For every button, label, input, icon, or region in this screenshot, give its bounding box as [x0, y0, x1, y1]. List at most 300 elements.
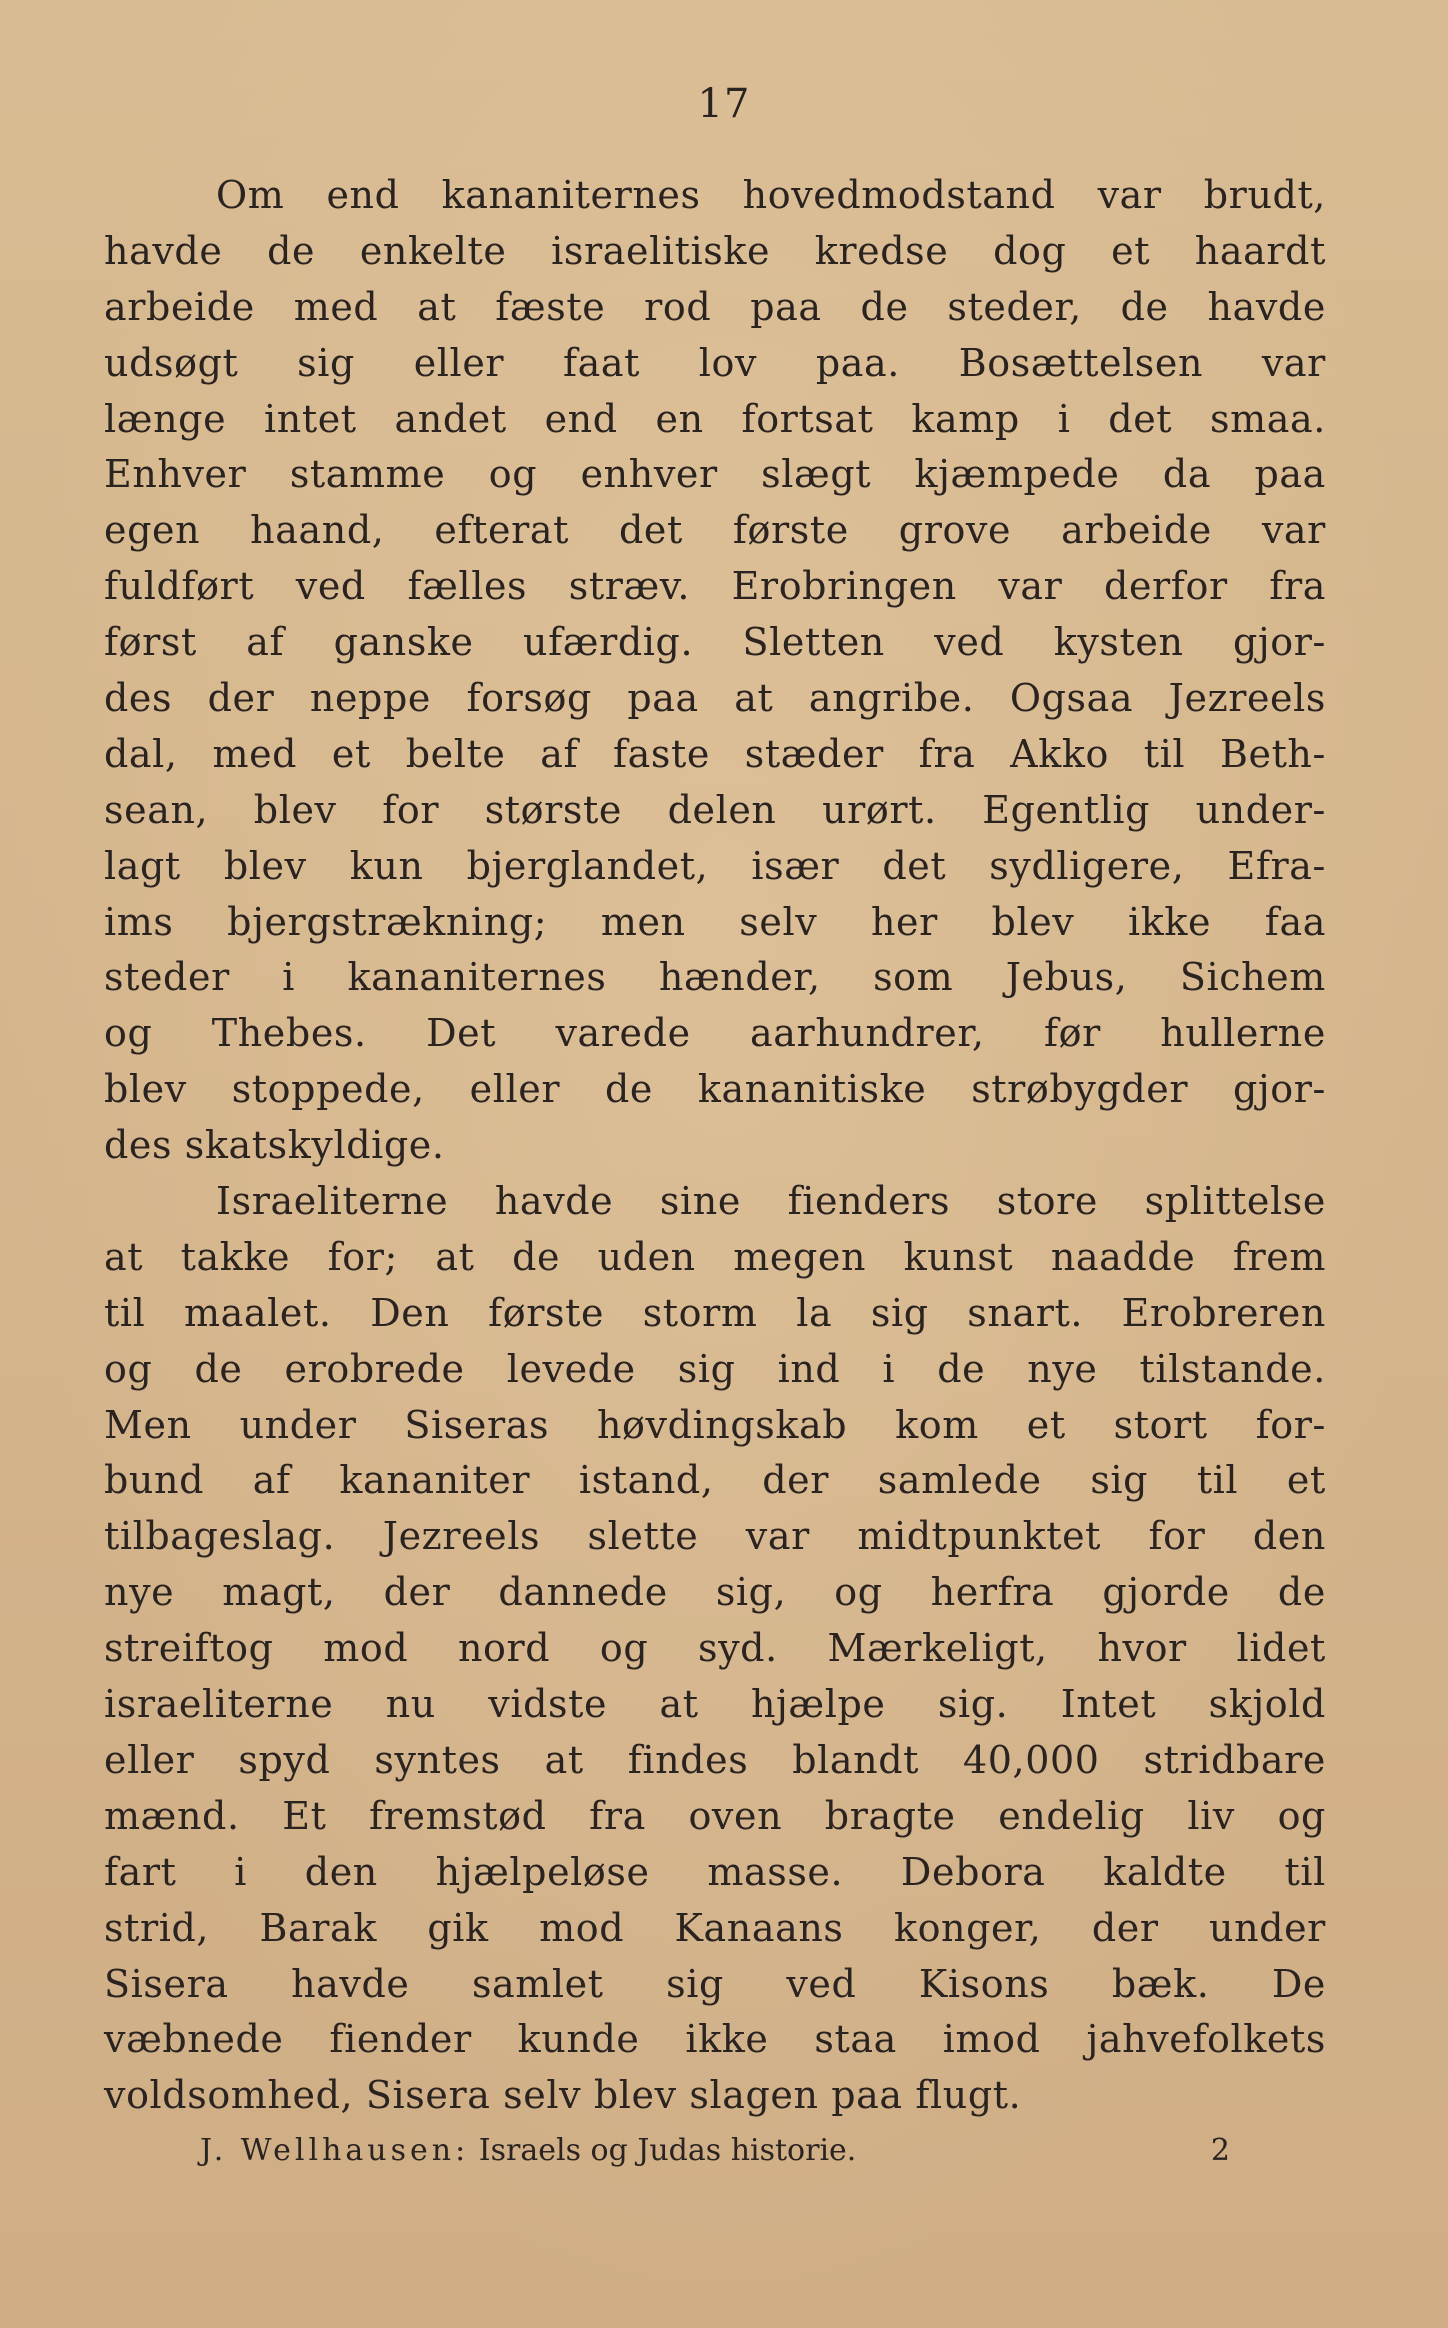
word: stamme — [289, 452, 446, 497]
word: stoppede, — [231, 1067, 425, 1112]
word: fiender — [329, 2017, 472, 2062]
word: sig — [666, 1961, 724, 2006]
word: skjold — [1208, 1682, 1326, 1727]
word: sig — [297, 340, 355, 385]
word: enkelte — [359, 228, 507, 273]
word: Den — [370, 1290, 450, 1335]
text-line — [104, 839, 1326, 895]
word: Israeliterne — [216, 1179, 449, 1224]
word: rod — [644, 284, 712, 329]
word: paa — [627, 676, 699, 721]
word: fart — [104, 1849, 177, 1894]
page-footer — [200, 2128, 1230, 2174]
word: ved — [295, 564, 366, 609]
text-line-content: des skatskyldige. — [104, 1123, 445, 1168]
word: dannede — [498, 1570, 668, 1615]
text-line — [104, 1509, 1326, 1565]
word: med — [293, 284, 379, 329]
text-line — [104, 1398, 1326, 1454]
word: fortsat — [741, 396, 874, 441]
word: kaldte — [1103, 1849, 1227, 1894]
text-line — [104, 1957, 1326, 2013]
word: egen — [104, 508, 201, 553]
word: mod — [539, 1905, 625, 1950]
word: Jezreels — [382, 1514, 541, 1559]
word: selv — [739, 899, 818, 944]
text-line — [104, 1845, 1326, 1901]
text-line-content: voldsomhed, Sisera selv blev slagen paa flugt. — [104, 2073, 1022, 2118]
word: de — [267, 228, 316, 273]
text-line — [104, 895, 1326, 951]
word: ganske — [333, 620, 474, 665]
word: takke — [180, 1234, 291, 1279]
word: israelitiske — [551, 228, 771, 273]
word: stræv. — [568, 564, 691, 609]
text-line — [104, 671, 1326, 727]
text-line — [104, 280, 1326, 336]
word: syd. — [697, 1626, 778, 1671]
word: konger, — [893, 1905, 1042, 1950]
word: samlede — [877, 1458, 1042, 1503]
text-line — [104, 224, 1326, 280]
word: gjorde — [1102, 1570, 1230, 1615]
word: des — [104, 676, 173, 721]
word: med — [212, 731, 298, 776]
word: varede — [555, 1011, 691, 1056]
word: nu — [385, 1682, 436, 1727]
word: første — [488, 1290, 605, 1335]
word: gik — [427, 1905, 489, 1950]
word: end — [326, 173, 400, 217]
word: havde — [1207, 284, 1326, 329]
word: istand, — [578, 1458, 714, 1503]
word: paa. — [815, 340, 900, 385]
word: fra — [918, 731, 976, 776]
word: fra — [1269, 564, 1326, 609]
word: nye — [104, 1570, 175, 1615]
word: ikke — [1128, 899, 1212, 944]
word: lagt — [104, 843, 181, 888]
word: var — [998, 564, 1063, 609]
word: endelig — [998, 1793, 1145, 1838]
word: storm — [642, 1290, 758, 1335]
word: nye — [1027, 1346, 1098, 1391]
word: at — [734, 676, 774, 721]
word: kananitiske — [697, 1067, 927, 1112]
word: stridbare — [1143, 1737, 1326, 1782]
text-line — [104, 168, 1326, 224]
word: Efra- — [1227, 843, 1326, 888]
word: tilstande. — [1139, 1346, 1326, 1391]
word: jahvefolkets — [1086, 2017, 1326, 2062]
word: dal, — [104, 731, 178, 776]
word: var — [745, 1514, 810, 1559]
text-line — [104, 336, 1326, 392]
word: her — [870, 899, 938, 944]
word: kom — [895, 1402, 979, 1447]
word: sean, — [104, 787, 209, 832]
word: hjælpeløse — [435, 1849, 650, 1894]
text-line — [104, 447, 1326, 503]
word: Egentlig — [982, 787, 1151, 832]
text-line — [104, 559, 1326, 615]
word: at — [435, 1234, 475, 1279]
word: blev — [223, 843, 307, 888]
word: udsøgt — [104, 340, 239, 385]
word: andet — [394, 396, 507, 441]
word: bund — [104, 1458, 204, 1503]
text-line — [104, 503, 1326, 559]
word: Ogsaa — [1009, 676, 1134, 721]
word: i — [1057, 396, 1071, 441]
word: kunde — [517, 2017, 640, 2062]
word: de — [1277, 1570, 1326, 1615]
word: Kisons — [918, 1961, 1050, 2006]
word: derfor — [1104, 564, 1228, 609]
word: Men — [104, 1402, 192, 1447]
word: kysten — [1053, 620, 1184, 665]
word: lidet — [1236, 1626, 1326, 1671]
word: var — [1261, 340, 1326, 385]
word: forsøg — [466, 676, 592, 721]
word: smaa. — [1210, 396, 1326, 441]
word: under — [1209, 1905, 1326, 1950]
word: det — [882, 843, 947, 888]
word: angribe. — [808, 676, 975, 721]
word: erobrede — [284, 1346, 465, 1391]
word: syntes — [374, 1737, 501, 1782]
word: neppe — [309, 676, 431, 721]
word: naadde — [1050, 1234, 1196, 1279]
word: men — [600, 899, 686, 944]
word: imod — [942, 2017, 1041, 2062]
word: store — [996, 1179, 1099, 1224]
word: haand, — [250, 508, 385, 553]
word: kunst — [903, 1234, 1014, 1279]
word: mænd. — [104, 1793, 240, 1838]
word: kananiternes — [347, 955, 607, 1000]
text-line — [104, 2068, 1326, 2124]
text-line — [104, 1286, 1326, 1342]
word: 40,000 — [962, 1737, 1100, 1782]
signature-mark: 2 — [1210, 2133, 1230, 2168]
word: mod — [323, 1626, 409, 1671]
word: fremstød — [369, 1793, 547, 1838]
word: Sichem — [1179, 955, 1326, 1000]
word: herfra — [930, 1570, 1055, 1615]
word: i — [882, 1346, 896, 1391]
word: først — [104, 620, 197, 665]
word: under- — [1195, 787, 1326, 832]
word: urørt. — [822, 787, 937, 832]
word: at — [417, 284, 457, 329]
word: et — [1026, 1402, 1066, 1447]
word: kjæmpede — [914, 452, 1120, 497]
word: bragte — [824, 1793, 956, 1838]
word: for — [1148, 1514, 1206, 1559]
word: ikke — [685, 2017, 769, 2062]
word: de — [604, 1067, 653, 1112]
word: findes — [627, 1737, 749, 1782]
word: den — [1252, 1514, 1326, 1559]
word: la — [796, 1290, 833, 1335]
word: ind — [777, 1346, 841, 1391]
word: til — [1196, 1458, 1239, 1503]
word: det — [618, 508, 683, 553]
word: arbeide — [104, 284, 255, 329]
word: ims — [104, 899, 174, 944]
word: tilbageslag. — [104, 1514, 336, 1559]
text-line — [104, 1621, 1326, 1677]
word: spyd — [238, 1737, 331, 1782]
text-line — [104, 1118, 1326, 1174]
word: sig — [1090, 1458, 1149, 1503]
word: første — [732, 508, 849, 553]
word: Om — [216, 173, 285, 217]
word: en — [655, 396, 704, 441]
word: der — [207, 676, 275, 721]
word: ved — [934, 620, 1005, 665]
word: end — [544, 396, 618, 441]
word: der — [762, 1458, 830, 1503]
word: gjor- — [1232, 1067, 1326, 1112]
page-number: 17 — [697, 81, 751, 127]
word: slette — [587, 1514, 699, 1559]
word: at — [659, 1682, 699, 1727]
word: Kanaans — [674, 1905, 844, 1950]
word: af — [252, 1458, 291, 1503]
word: fra — [589, 1793, 646, 1838]
word: de — [194, 1346, 243, 1391]
word: til — [104, 1290, 146, 1335]
word: faa — [1264, 899, 1326, 944]
word: megen — [733, 1234, 867, 1279]
word: fæste — [495, 284, 606, 329]
word: sig — [870, 1290, 929, 1335]
text-line — [104, 1006, 1326, 1062]
word: israeliterne — [104, 1682, 334, 1727]
word: bjerglandet, — [466, 843, 709, 888]
word: som — [873, 955, 954, 1000]
word: frem — [1232, 1234, 1326, 1279]
word: et — [331, 731, 371, 776]
text-line — [104, 392, 1326, 448]
word: nord — [457, 1626, 551, 1671]
word: var — [1097, 173, 1162, 217]
word: kredse — [814, 228, 949, 273]
word: Et — [282, 1793, 327, 1838]
word: og — [104, 1011, 153, 1056]
word: brudt, — [1203, 173, 1326, 217]
word: havde — [291, 1961, 410, 2006]
word: for- — [1255, 1402, 1326, 1447]
word: blandt — [792, 1737, 920, 1782]
word: streiftog — [104, 1626, 274, 1671]
word: bjergstrækning; — [227, 899, 548, 944]
word: paa — [1254, 452, 1326, 497]
word: Sisera — [104, 1961, 229, 2006]
word: bæk. — [1111, 1961, 1210, 2006]
word: faat — [562, 340, 640, 385]
word: og — [834, 1570, 883, 1615]
word: kananiternes — [441, 173, 701, 217]
word: liv — [1187, 1793, 1235, 1838]
word: de — [1120, 284, 1169, 329]
word: de — [512, 1234, 561, 1279]
word: Mærkeligt, — [827, 1626, 1048, 1671]
word: Intet — [1060, 1682, 1157, 1727]
word: gjor- — [1232, 620, 1326, 665]
word: og — [488, 452, 538, 497]
footer-title: Israels og Judas historie. — [478, 2133, 857, 2168]
word: strøbygder — [971, 1067, 1189, 1112]
word: enhver — [580, 452, 718, 497]
word: sine — [659, 1179, 741, 1224]
word: haardt — [1194, 228, 1326, 273]
body-text — [104, 168, 1326, 2124]
text-line — [104, 1901, 1326, 1957]
word: i — [282, 955, 296, 1000]
word: magt, — [222, 1570, 336, 1615]
word: aarhundrer, — [750, 1011, 985, 1056]
word: fienders — [787, 1179, 951, 1224]
word: Akko — [1010, 731, 1109, 776]
word: hvor — [1097, 1626, 1187, 1671]
word: i — [234, 1849, 248, 1894]
word: kamp — [911, 396, 1020, 441]
word: grove — [898, 508, 1012, 553]
word: Enhver — [104, 452, 247, 497]
text-line — [104, 1733, 1326, 1789]
word: sydligere, — [989, 843, 1185, 888]
word: eller — [104, 1737, 195, 1782]
word: lov — [698, 340, 758, 385]
word: længe — [104, 396, 227, 441]
word: Beth- — [1219, 731, 1326, 776]
word: Erobreren — [1121, 1290, 1326, 1335]
text-line — [104, 1677, 1326, 1733]
word: til — [1284, 1849, 1326, 1894]
word: strid, — [104, 1905, 210, 1950]
word: maalet. — [184, 1290, 332, 1335]
word: for — [382, 787, 440, 832]
word: der — [1091, 1905, 1159, 1950]
text-line — [104, 1174, 1326, 1230]
word: et — [1286, 1458, 1326, 1503]
word: fælles — [407, 564, 528, 609]
word: et — [1111, 228, 1151, 273]
word: faste — [612, 731, 710, 776]
word: for; — [327, 1234, 398, 1279]
word: hjælpe — [750, 1682, 886, 1727]
word: sig, — [715, 1570, 787, 1615]
word: vidste — [488, 1682, 608, 1727]
word: væbnede — [104, 2017, 284, 2062]
word: den — [304, 1849, 378, 1894]
word: største — [484, 787, 622, 832]
word: især — [751, 843, 840, 888]
word: snart. — [967, 1290, 1084, 1335]
word: høvdingskab — [596, 1402, 848, 1447]
word: fuldført — [104, 564, 255, 609]
text-line — [104, 783, 1326, 839]
word: stort — [1113, 1402, 1208, 1447]
word: af — [246, 620, 285, 665]
word: de — [860, 284, 909, 329]
word: paa — [750, 284, 822, 329]
word: sig — [677, 1346, 736, 1391]
word: Barak — [259, 1905, 377, 1950]
word: Jebus, — [1005, 955, 1128, 1000]
word: eller — [469, 1067, 561, 1112]
word: Siseras — [404, 1402, 550, 1447]
text-line — [104, 1453, 1326, 1509]
text-line — [104, 1565, 1326, 1621]
word: stæder — [744, 731, 884, 776]
word: arbeide — [1061, 508, 1212, 553]
word: Thebes. — [211, 1011, 367, 1056]
word: Debora — [900, 1849, 1046, 1894]
text-line — [104, 1062, 1326, 1118]
word: af — [540, 731, 579, 776]
footer-author: J. Wellhausen: — [200, 2133, 470, 2168]
word: hænder, — [658, 955, 821, 1000]
word: kun — [349, 843, 424, 888]
word: intet — [264, 396, 357, 441]
word: blev — [104, 1067, 187, 1112]
word: og — [104, 1346, 153, 1391]
word: havde — [104, 228, 223, 273]
word: hullerne — [1160, 1011, 1326, 1056]
word: blev — [253, 787, 337, 832]
word: eller — [413, 340, 505, 385]
word: de — [937, 1346, 986, 1391]
word: at — [544, 1737, 584, 1782]
word: blev — [991, 899, 1075, 944]
word: midtpunktet — [857, 1514, 1102, 1559]
word: var — [1261, 508, 1326, 553]
text-line — [104, 615, 1326, 671]
word: det — [1108, 396, 1173, 441]
word: levede — [506, 1346, 636, 1391]
word: kananiter — [339, 1458, 531, 1503]
word: splittelse — [1144, 1179, 1326, 1224]
word: Erobringen — [731, 564, 957, 609]
word: under — [239, 1402, 357, 1447]
word: dog — [993, 228, 1067, 273]
word: steder, — [947, 284, 1082, 329]
word: og — [1277, 1793, 1326, 1838]
text-line — [104, 1342, 1326, 1398]
word: Sletten — [742, 620, 885, 665]
word: staa — [814, 2017, 897, 2062]
word: delen — [667, 787, 777, 832]
word: havde — [494, 1179, 614, 1224]
word: at — [104, 1234, 144, 1279]
word: før — [1043, 1011, 1101, 1056]
word: oven — [688, 1793, 783, 1838]
text-line — [104, 2012, 1326, 2068]
word: masse. — [707, 1849, 844, 1894]
word: ved — [786, 1961, 857, 2006]
text-line — [104, 1789, 1326, 1845]
word: De — [1271, 1961, 1326, 2006]
word: ufærdig. — [523, 620, 694, 665]
word: Det — [426, 1011, 497, 1056]
word: sig. — [937, 1682, 1009, 1727]
word: belte — [405, 731, 506, 776]
word: der — [383, 1570, 451, 1615]
